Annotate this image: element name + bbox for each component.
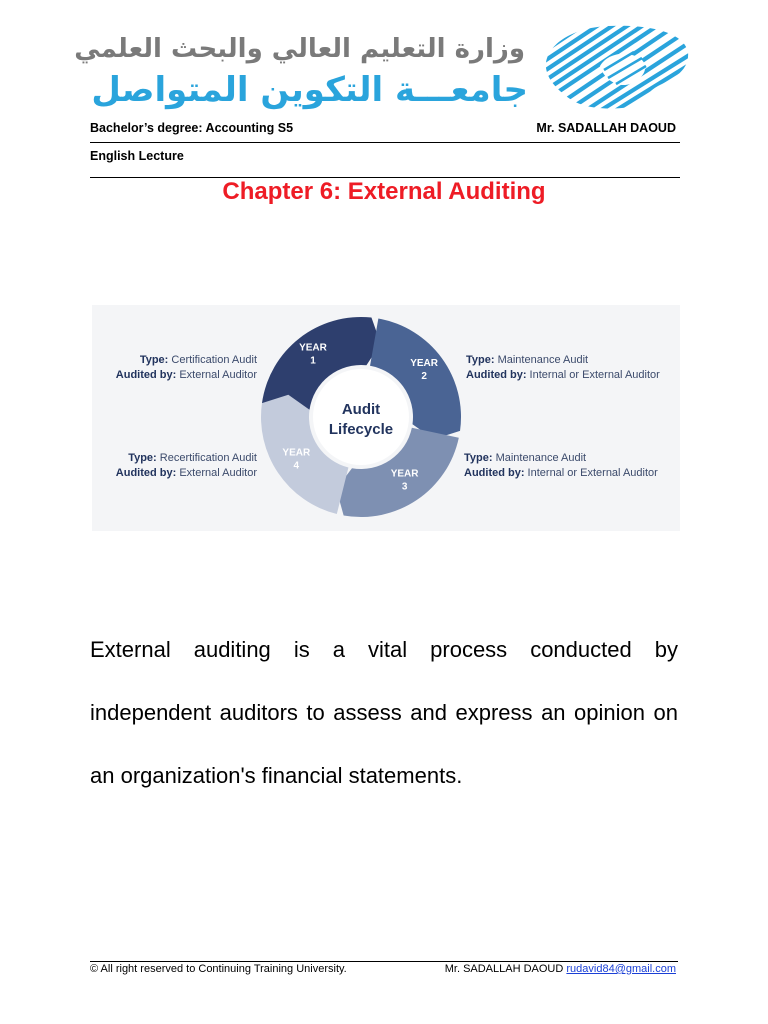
copyright-text: © All right reserved to Continuing Training University. xyxy=(90,963,347,975)
label-year-2: Type: Maintenance Audit Audited by: Internal or External Auditor xyxy=(466,354,660,381)
footer-rule xyxy=(90,961,678,962)
university-title: جامعـــة التكوين المتواصل xyxy=(91,70,528,110)
footer-contact xyxy=(420,963,676,975)
course-label: Bachelor’s degree: Accounting S5 xyxy=(90,121,294,135)
segment-year-number: 1 xyxy=(310,355,316,367)
teacher-name: Mr. SADALLAH DAOUD xyxy=(536,121,676,135)
label-year-4: Type: Recertification Audit Audited by: External Auditor xyxy=(115,452,257,479)
segment-year-label: YEAR xyxy=(282,447,311,459)
university-logo-icon xyxy=(538,22,690,112)
cycle-center-text: Lifecycle xyxy=(328,421,394,438)
ministry-title: وزارة التعليم العالي والبحث العلمي xyxy=(74,34,525,64)
email-link[interactable]: rudavid84@gmail.com xyxy=(566,963,676,975)
intro-paragraph: External auditing is a vital process conducted by independent auditors to assess and express an opinion on an organization's financial statements. xyxy=(90,637,678,788)
segment-year-label: YEAR xyxy=(410,358,439,370)
segment-year-number: 2 xyxy=(421,371,427,383)
footer-author: Mr. SADALLAH DAOUD xyxy=(444,963,564,975)
header-rule-top xyxy=(90,142,680,143)
label-year-3: Type: Maintenance Audit Audited by: Internal or External Auditor xyxy=(464,452,658,479)
chapter-title: Chapter 6: External Auditing xyxy=(222,178,546,205)
segment-year-label: YEAR xyxy=(390,468,419,480)
segment-year-number: 4 xyxy=(293,460,300,472)
segment-year-label: YEAR xyxy=(299,342,327,354)
audit-cycle-diagram xyxy=(258,311,464,523)
label-year-1: Type: Certification Audit Audited by: External Auditor xyxy=(115,354,257,381)
segment-year-number: 3 xyxy=(401,481,408,493)
audit-lifecycle-figure xyxy=(92,305,680,531)
cycle-center-text: Audit xyxy=(341,401,381,418)
lecture-label: English Lecture xyxy=(90,149,184,163)
